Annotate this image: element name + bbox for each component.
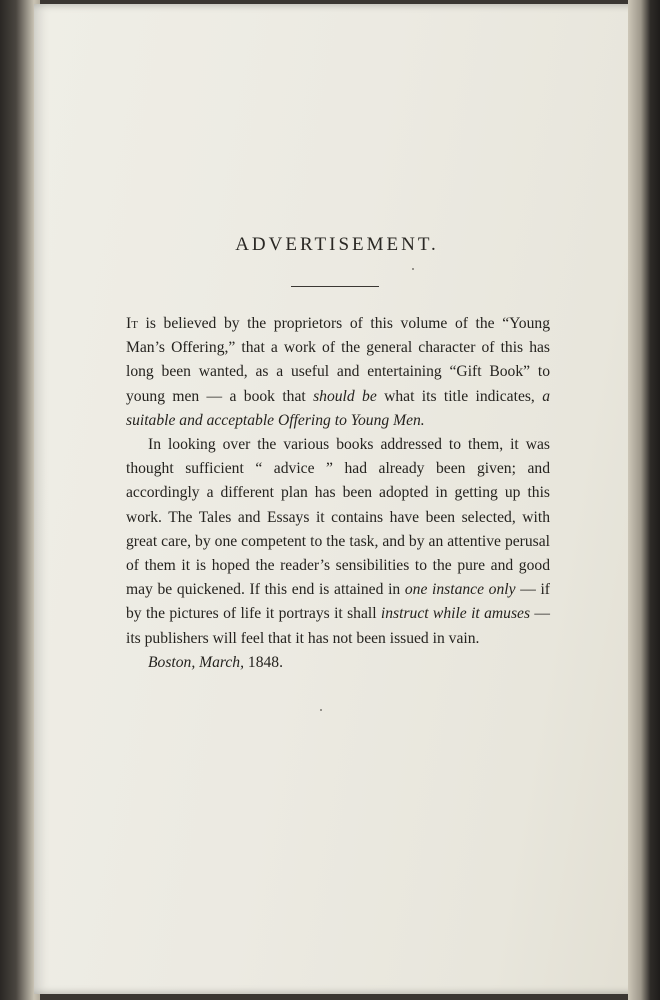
advertisement-body	[126, 312, 550, 675]
paragraph-1-text: what its title indicates,	[376, 387, 543, 405]
signature-year: 1848.	[244, 653, 283, 671]
paragraph-1-text: is believed by the proprietors of this volume of the “Young Man’s Offering,” that a work of the general character of this has long been wanted, as a useful and entertaining “Gift Book” to young men — a book that	[126, 315, 550, 405]
signature-line	[126, 651, 550, 675]
paragraph-2	[126, 433, 550, 651]
paper-speck	[320, 709, 322, 711]
paragraph-2-text: — if by the pictures of life it portrays it shall	[126, 581, 550, 623]
paper-speck	[412, 268, 414, 270]
paragraph-1-italic: a suitable and acceptable Offering to Young Men.	[126, 387, 550, 429]
paragraph-2-italic: instruct while it amuses	[380, 605, 531, 623]
page-edge-shadow	[628, 0, 660, 1000]
paragraph-2-text: In looking over the various books addressed to them, it was thought sufficient “ advice ” had already been given; and accordingly a different plan has been adopted in getting up this work. The Tales and Essays it contains have been selected, with great care, by one competent to the task, and by an attentive perusal of them it is hoped the reader’s sensibilities to the pure and good may be quickened. If this end is attained in	[126, 436, 550, 599]
paragraph-2-text: — its publishers will feel that it has not been issued in vain.	[126, 605, 550, 647]
book-page	[34, 4, 640, 994]
paragraph-1-italic: should be	[313, 387, 377, 405]
signature-place: Boston, March,	[148, 653, 245, 671]
page-heading: ADVERTISEMENT.	[235, 234, 439, 255]
paragraph-1-lead: It	[126, 315, 138, 332]
paragraph-2-italic: one instance only	[404, 581, 516, 599]
paragraph-1	[126, 312, 550, 433]
heading-rule	[291, 286, 379, 287]
